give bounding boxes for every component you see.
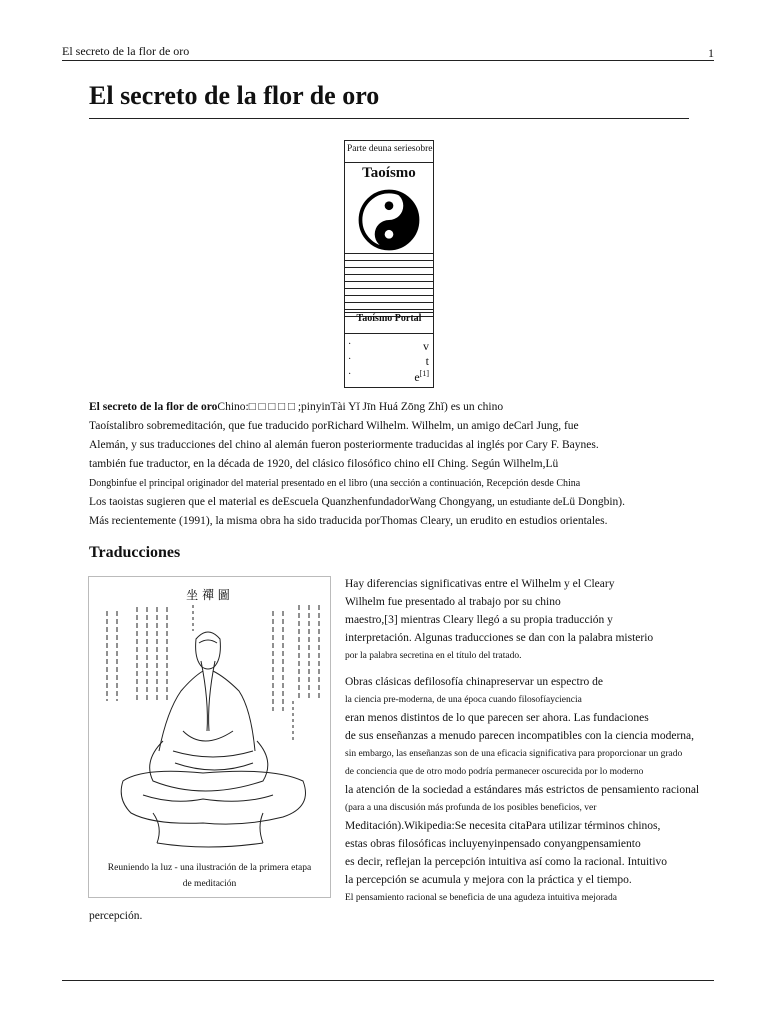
intro-line-small: un estudiante de [494, 497, 563, 508]
intro-line: Alemán, y sus traducciones del chino al alemán fueron posteriormente traducidas al inglés por Cary F. Baynes. [89, 439, 599, 451]
text-line: Hay diferencias significativas entre el Wilhelm y el Cleary [345, 578, 615, 590]
nav-edit-label[interactable]: e [414, 370, 420, 384]
intro-bold-title: El secreto de la flor de oro [89, 401, 218, 413]
text-line: Wilhelm fue presentado al trabajo por su chino [345, 596, 561, 608]
text-line: la ciencia pre-moderna, de una época cuando filosofíayciencia [345, 695, 582, 705]
illustration-caption-glyphs: 坐 禪 圖 [186, 588, 230, 602]
intro-line: Los taoistas sugieren que el material es deEscuela QuanzhenfundadorWang Chongyang, [89, 496, 495, 508]
infobox-title: Taoísmo [362, 165, 416, 181]
intro-line: Taoístalibro sobremeditación, que fue traducido porRichard Wilhelm. Wilhelm, un amigo deCarl Jung, fue [89, 420, 579, 432]
article-title: El secreto de la flor de oro [89, 80, 689, 119]
trailing-word: percepción. [89, 910, 143, 922]
meditation-illustration [93, 581, 324, 859]
text-line: eran menos distintos de lo que parecen ser ahora. Las fundaciones [345, 712, 649, 724]
text-line-small: por la palabra secretina en el título del tratado. [345, 651, 522, 661]
meditation-figure [88, 576, 331, 898]
text-line: sin embargo, las enseñanzas son de una eficacia significativa para proporcionar un grado [345, 749, 683, 759]
text-line: estas obras filosóficas incluyenyinpensado conyangpensamiento [345, 838, 641, 850]
running-header-title: El secreto de la flor de oro [62, 44, 190, 58]
intro-line: Lü Dongbin). [562, 496, 626, 508]
infobox-divider [345, 162, 433, 163]
reference-mark[interactable]: [1] [419, 369, 429, 378]
translations-text [345, 575, 737, 907]
text-line: El pensamiento racional se beneficia de una agudeza intuitiva mejorada [345, 893, 617, 903]
text-line: maestro,[3] mientras Cleary llegó a su propia traducción y [345, 614, 613, 626]
infobox-list-lines [345, 253, 433, 311]
text-line: interpretación. Algunas traducciones se dan con la palabra misterio [345, 632, 654, 644]
bullet: · [348, 369, 352, 380]
text-line: es decir, reflejan la percepción intuitiva así como la racional. Intuitivo [345, 856, 668, 868]
rock-base [121, 771, 305, 847]
intro-line: Más recientemente (1991), la misma obra ha sido traducida porThomas Cleary, un erudito en estudios orientales. [89, 515, 608, 527]
figure-caption [93, 860, 326, 892]
text-line: Meditación).Wikipedia:Se necesita citaPara utilizar términos chinos, [345, 820, 661, 832]
page-number: 1 [708, 46, 714, 60]
text-line: la atención de la sociedad a estándares más estrictos de pensamiento racional [345, 784, 700, 796]
intro-line: también fue traductor, en la década de 1920, del clásico filosófico chino elI Ching. Según Wilhelm,Lü [89, 458, 559, 470]
bullet: · [348, 339, 352, 350]
intro-line: Dongbinfue el principal originador del material presentado en el libro (una sección a continuación, Recepción desde China [89, 478, 581, 489]
section-heading-translations: Traducciones [89, 544, 181, 561]
intro-line: Chino:□ □ □ □ □ ;pinyinTài Yǐ Jīn Huá Zōng Zhǐ) es un chino [217, 401, 504, 413]
intro-paragraph [89, 398, 664, 531]
text-line: Obras clásicas defilosofía chinapreservar un espectro de [345, 676, 603, 688]
footer-rule [62, 980, 714, 981]
infobox-series-label: Parte deuna seriesobre [347, 144, 433, 154]
text-line: (para a una discusión más profunda de los posibles beneficios, ver [345, 803, 597, 813]
taoism-infobox [344, 140, 434, 388]
text-line: la percepción se acumula y mejora con la práctica y el tiempo. [345, 874, 632, 886]
text-line: de sus enseñanzas a menudo parecen incompatibles con la ciencia moderna, [345, 730, 695, 742]
caption-line: de meditación [182, 879, 237, 889]
nav-view-link[interactable]: v [423, 339, 429, 353]
caption-line: Reuniendo la luz - una ilustración de la primera etapa [107, 863, 312, 873]
infobox-divider [345, 333, 433, 334]
bullet: · [348, 354, 352, 365]
nav-edit-link[interactable] [414, 369, 429, 385]
paragraph-two [345, 673, 737, 907]
running-header [62, 44, 714, 61]
taoism-portal-link[interactable]: Taoísmo Portal [345, 312, 433, 324]
yin-yang-icon [358, 189, 420, 251]
text-line: de conciencia que de otro modo podría permanecer oscurecida por lo moderno [345, 767, 644, 777]
nav-talk-link[interactable]: t [425, 354, 429, 368]
